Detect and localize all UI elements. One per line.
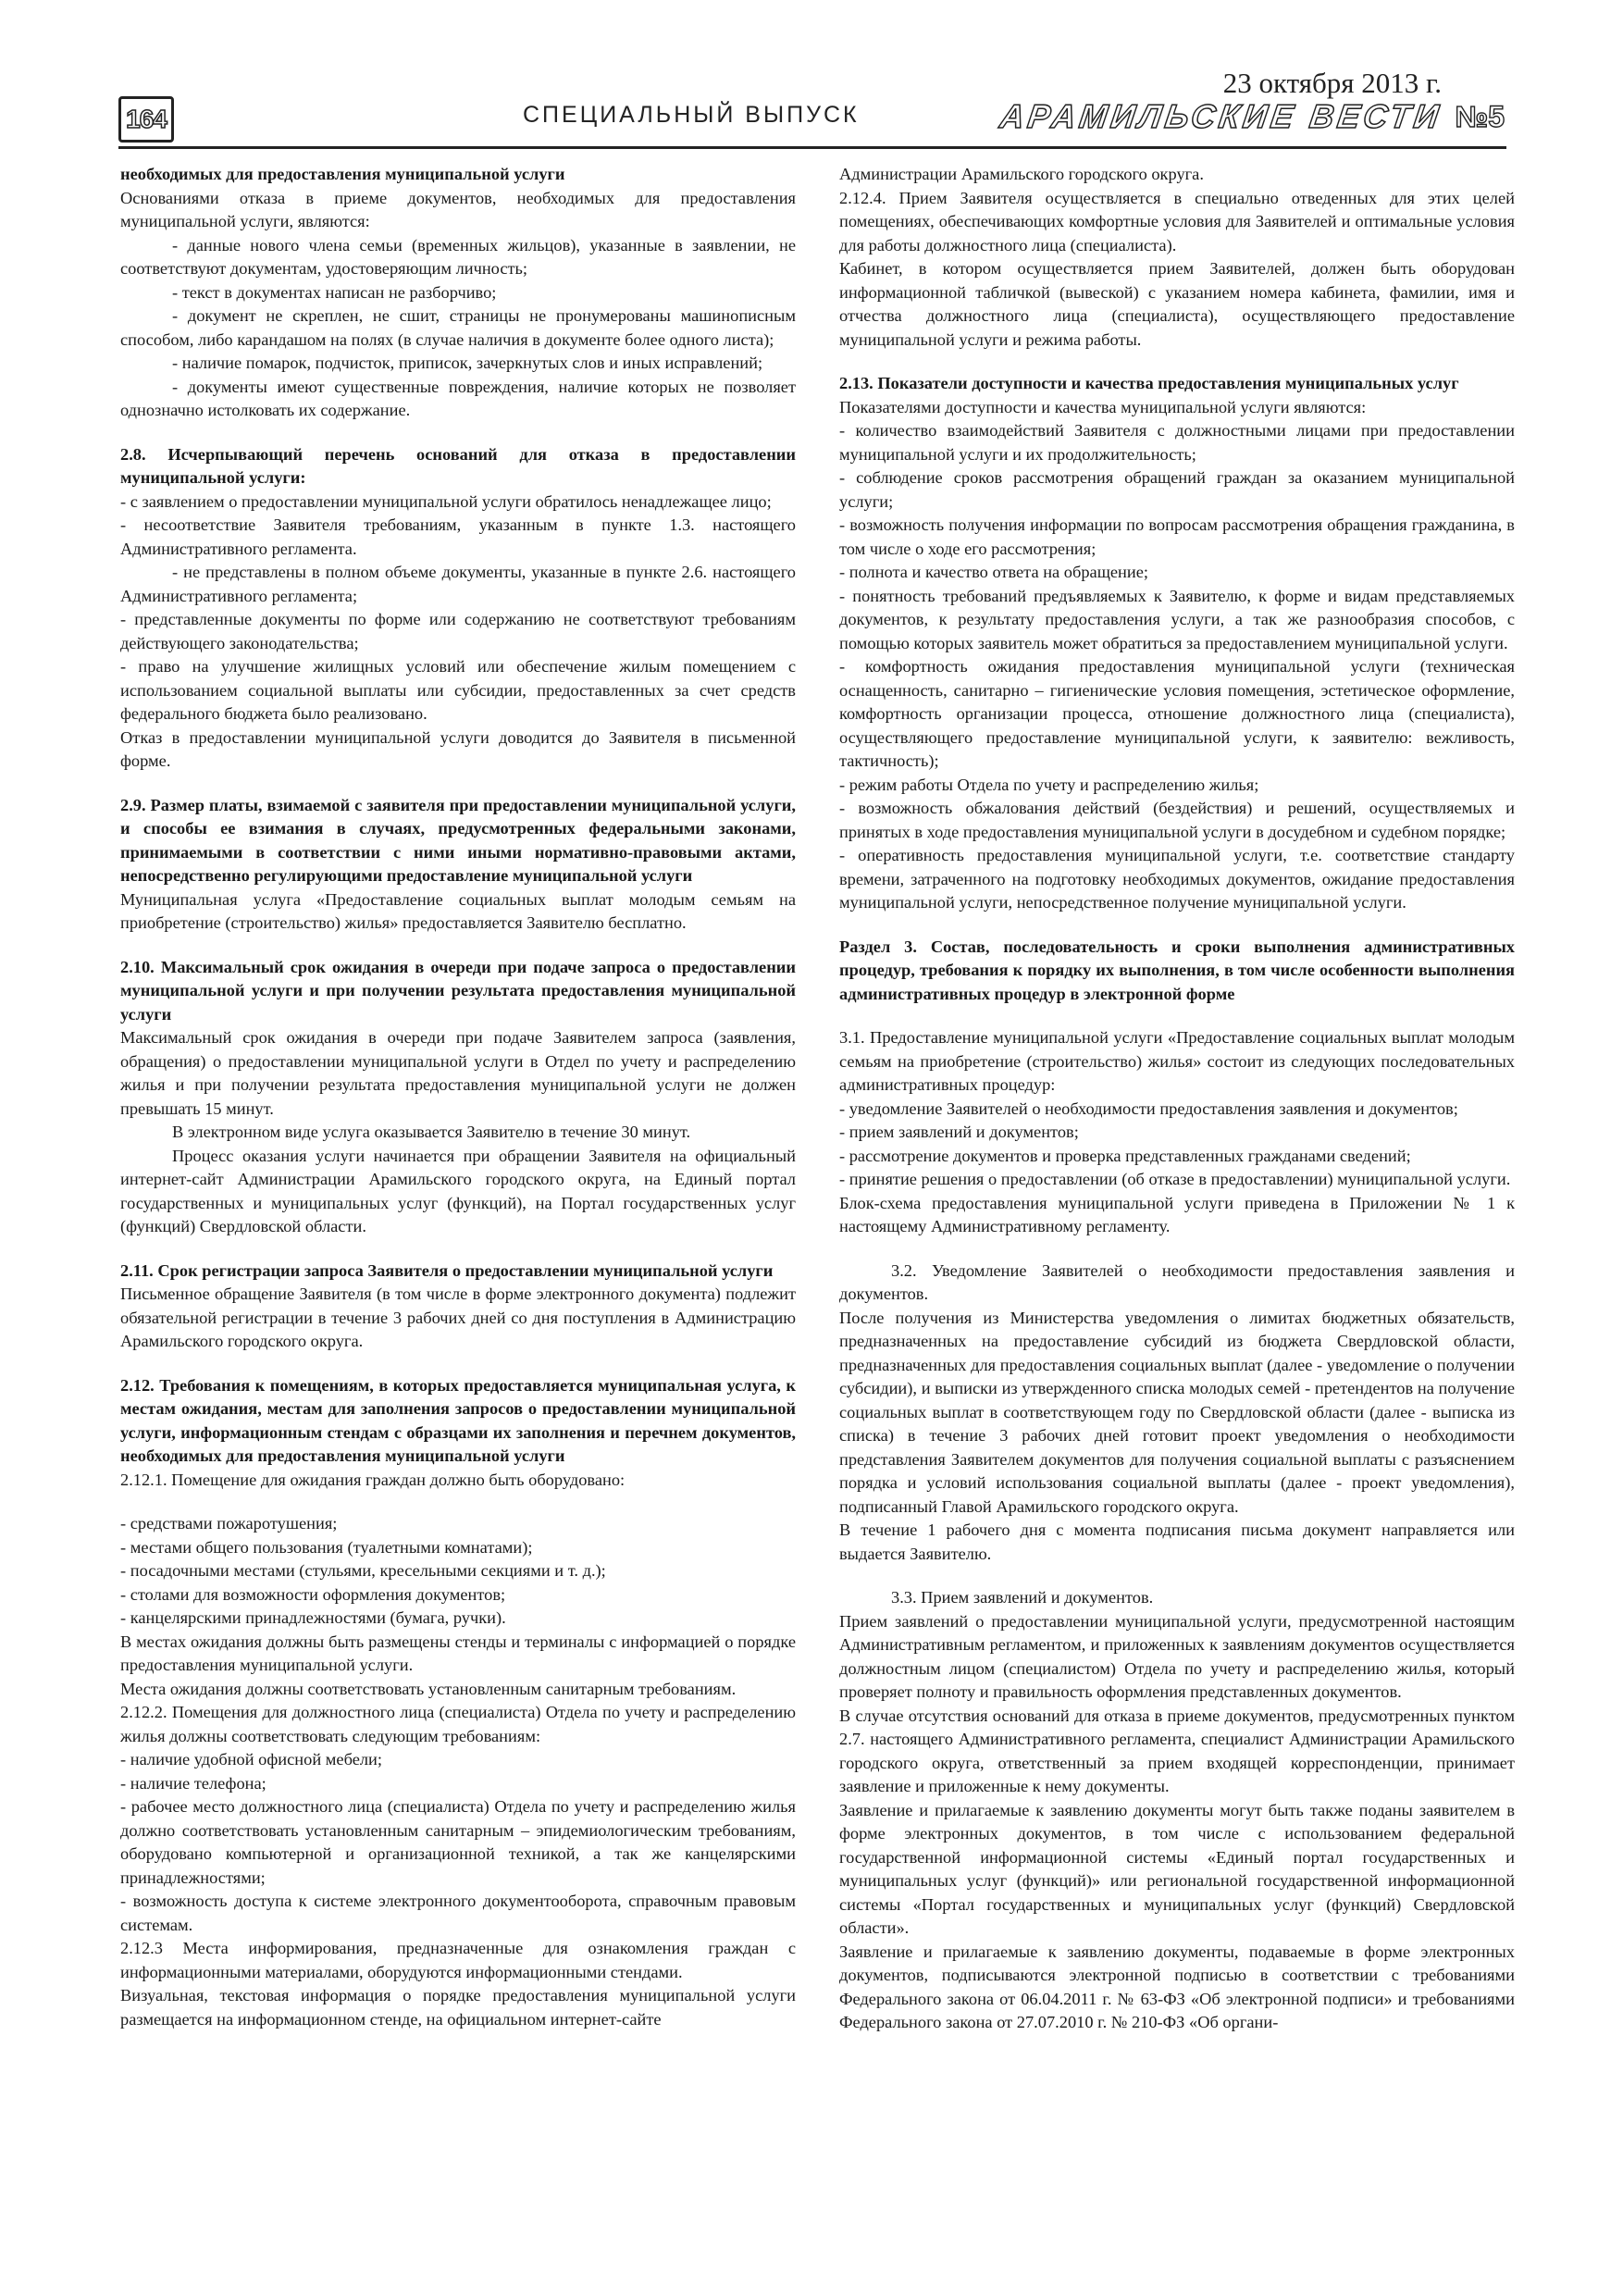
paragraph: Заявление и прилагаемые к заявлению документы, подаваемые в форме электронных документов, подписываются электронной подписью в соответствии с требованиями Федерального закона от 06.04.2011 г. № 63-ФЗ «Об электронной подписи» и требованиями Федерального закона от 27.07.2010 г. № 210-ФЗ «Об органи- [839, 1942, 1515, 2031]
paragraph: - наличие помарок, подчисток, приписок, зачеркнутых слов и иных исправлений; [172, 354, 763, 372]
section-heading: 2.10. Максимальный срок ожидания в очереди при подаче запроса о предоставлении муниципальной услуги и при получении результата предоставления муниципальной услуги [120, 957, 796, 1024]
paragraph: - количество взаимодействий Заявителя с должностными лицами при предоставлении муниципальной услуги и их продолжительность; [839, 421, 1515, 464]
paragraph: После получения из Министерства уведомления о лимитах бюджетных обязательств, предназначенных на предоставление субсидий из бюджета Свердловской области, предназначенных для предоставления социальных выплат (далее - уведомление о получении субсидии), и выписки из утвержденного списка молодых семей - претендентов на получение социальных выплат в соответствующем году по Свердловской области (далее - выписка из списка) в течение 3 рабочих дней готовит проект уведомления о необходимости представления Заявителем документов для получения социальной выплаты с разъяснением порядка и условий использования социальной выплаты (далее - проект уведомления), подписанный Главой Арамильского городского округа. [839, 1308, 1515, 1516]
paragraph: 2.12.1. Помещение для ожидания граждан должно быть оборудовано: [120, 1470, 626, 1489]
paragraph: Письменное обращение Заявителя (в том числе в форме электронного документа) подлежит обязательной регистрации в течение 3 рабочих дней со дня поступления в Администрацию Арамильского городского округа. [120, 1285, 796, 1350]
paragraph-gap [120, 936, 796, 956]
section-heading: 2.9. Размер платы, взимаемой с заявителя при предоставлении муниципальной услуги, и способы ее взимания в случаях, предусмотренных федеральными законами, принимаемыми в соответствии с ними иными нормативно-правовыми актами, непосредственно регулирующими предоставление муниципальной услуги [120, 795, 796, 885]
paragraph-gap [839, 1566, 1515, 1586]
paragraph: - уведомление Заявителей о необходимости предоставления заявления и документов; [839, 1098, 1458, 1118]
paragraph: 2.12.3 Места информирования, предназначенные для ознакомления граждан с информационными материалами, оборудуются информационными стендами. [120, 1939, 796, 1981]
paragraph: Процесс оказания услуги начинается при обращении Заявителя на официальный интернет-сайт Администрации Арамильского городского округа, на Единый портал государственных и муниципальных услуг (функций), на Портал государственных услуг (функций) Свердловской области. [120, 1146, 796, 1235]
paragraph: Прием заявлений о предоставлении муниципальной услуги, предусмотренной настоящим Административным регламентом, и приложенных к заявлениям документов осуществляется должностным лицом (специалистом) Отдела по учету и распределению жилья, который проверяет полноту и правильность оформления представленных документов. [839, 1611, 1515, 1701]
paragraph: - средствами пожаротушения; [120, 1514, 338, 1533]
paragraph: - посадочными местами (стульями, кресельными секциями и т. д.); [120, 1561, 606, 1580]
paragraph: - прием заявлений и документов; [839, 1123, 1079, 1141]
paragraph: - несоответствие Заявителя требованиям, указанным в пункте 1.3. настоящего Административного регламента. [120, 515, 796, 558]
issue-date: 23 октября 2013 г. [1222, 67, 1442, 99]
paragraph-gap [120, 1354, 796, 1374]
paragraph: - местами общего пользования (туалетными комнатами); [120, 1537, 533, 1557]
paragraph: - документ не скреплен, не сшит, страницы не пронумерованы машинописным способом, либо карандашом на полях (в случае наличия в документе более одного листа); [120, 306, 796, 349]
paragraph: Муниципальная услуга «Предоставление социальных выплат молодым семьям на приобретение (строительство) жилья» предоставляется Заявителю бесплатно. [120, 889, 796, 932]
paragraph-gap [839, 352, 1515, 372]
left-column [120, 163, 796, 2031]
section-heading: 2.8. Исчерпывающий перечень оснований для отказа в предоставлении муниципальной услуги: [120, 444, 796, 487]
paragraph: - возможность обжалования действий (бездействия) и решений, осуществляемых и принятых в ходе предоставления муниципальной услуги в досудебном и судебном порядке; [839, 799, 1515, 841]
paragraph: В течение 1 рабочего дня с момента подписания письма документ направляется или выдается Заявителю. [839, 1520, 1515, 1563]
paragraph: 2.12.2. Помещения для должностного лица (специалиста) Отдела по учету и распределению жилья должны соответствовать следующим требованиям: [120, 1703, 796, 1745]
paragraph: Блок-схема предоставления муниципальной услуги приведена в Приложении № 1 к настоящему Административному регламенту. [839, 1193, 1515, 1235]
paragraph: - не представлены в полном объеме документы, указанные в пункте 2.6. настоящего Административного регламента; [120, 563, 796, 605]
paragraph: - возможность доступа к системе электронного документооборота, справочным правовым системам. [120, 1892, 796, 1934]
right-column [839, 163, 1515, 2035]
paragraph: В электронном виде услуга оказывается Заявителю в течение 30 минут. [172, 1123, 691, 1141]
paragraph: - с заявлением о предоставлении муниципальной услуги обратилось ненадлежащее лицо; [120, 491, 772, 511]
paragraph: - принятие решения о предоставлении (об отказе в предоставлении) муниципальной услуги. [839, 1170, 1511, 1188]
paragraph: 3.3. Прием заявлений и документов. [891, 1588, 1154, 1607]
paragraph-gap [839, 1006, 1515, 1026]
paragraph-gap [120, 423, 796, 443]
paragraph: Визуальная, текстовая информация о порядке предоставления муниципальной услуги размещается на информационном стенде, на официальном интернет-сайте [120, 1986, 796, 2029]
paragraph-gap [120, 1239, 796, 1260]
paragraph: - понятность требований предъявляемых к Заявителю, к форме и видам представляемых документов, к результату предоставления услуги, а так же разнообразия способов, с помощью которых заявитель может обратиться за предоставлением муниципальной услуги. [839, 586, 1515, 652]
paragraph: - оперативность предоставления муниципальной услуги, т.е. соответствие стандарту времени, затраченного на подготовку необходимых документов, ожидание предоставления муниципальной услуги, непосредственное получение муниципальной услуги. [839, 846, 1515, 912]
newspaper-title: АРАМИЛЬСКИЕ ВЕСТИ [997, 97, 1444, 135]
paragraph: Места ожидания должны соответствовать установленным санитарным требованиям. [120, 1679, 737, 1698]
paragraph: - возможность получения информации по вопросам рассмотрения обращения гражданина, в том числе о ходе его рассмотрения; [839, 515, 1515, 558]
paragraph: В местах ожидания должны быть размещены стенды и терминалы с информацией о порядке предоставления муниципальной услуги. [120, 1632, 796, 1674]
paragraph: Показателями доступности и качества муниципальной услуги являются: [839, 397, 1367, 416]
header-rule [118, 146, 1506, 149]
paragraph: Отказ в предоставлении муниципальной услуги доводится до Заявителя в письменной форме. [120, 727, 796, 770]
paragraph: В случае отсутствия оснований для отказа в приеме документов, предусмотренных пунктом 2.7. настоящего Административного регламента, специалист Администрации Арамильского городского округа, ответственный за прием входящей корреспонденции, принимает заявление и приложенные к нему документы. [839, 1706, 1515, 1795]
page-number-badge: 164 [118, 96, 174, 143]
paragraph: Максимальный срок ожидания в очереди при подаче Заявителем запроса (заявления, обращения) о предоставлении муниципальной услуги в Отдел по учету и распределению жилья и при получении результата предоставления муниципальной услуги не должен превышать 15 минут. [120, 1028, 796, 1118]
paragraph-gap [839, 915, 1515, 936]
section-heading: 2.12. Требования к помещениям, в которых предоставляется муниципальная услуга, к местам ожидания, местам для заполнения запросов о предоставлении муниципальной услуги, информационным стендам с образцами их заполнения и перечнем документов, необходимых для предоставления муниципальной услуги [120, 1375, 796, 1465]
paragraph-gap [839, 1239, 1515, 1260]
paragraph: Кабинет, в котором осуществляется прием Заявителей, должен быть оборудован информационной табличкой (вывеской) с указанием номера кабинета, фамилии, имя и отчества должностного лица (специалиста), осуществляющего предоставление муниципальной услуги и режима работы. [839, 259, 1515, 349]
paragraph: - наличие телефона; [120, 1773, 266, 1793]
paragraph: Заявление и прилагаемые к заявлению документы могут быть также поданы заявителем в форме электронных документов, в том числе с использованием федеральной государственной информационной системы «Единый портал государственных и муниципальных услуг (функций)» или региональной государственной информационной системы «Портал государственных и муниципальных услуг (функций) Свердловской области». [839, 1800, 1515, 1937]
paragraph: Администрации Арамильского городского округа. [839, 165, 1204, 183]
paragraph: - данные нового члена семьи (временных жильцов), указанные в заявлении, не соответствуют документам, удостоверяющим личность; [120, 235, 796, 278]
paragraph: - канцелярскими принадлежностями (бумага, ручки). [120, 1608, 506, 1627]
paragraph: - полнота и качество ответа на обращение; [839, 563, 1148, 581]
paragraph: Основаниями отказа в приеме документов, необходимых для предоставления муниципальной услуги, являются: [120, 188, 796, 230]
paragraph-gap [120, 774, 796, 794]
paragraph: - столами для возможности оформления документов; [120, 1584, 506, 1604]
paragraph: - режим работы Отдела по учету и распределению жилья; [839, 775, 1259, 794]
paragraph: - право на улучшение жилищных условий или обеспечение жилым помещением с использованием социальной выплаты или субсидии, предоставленных за счет средств федерального бюджета было реализовано. [120, 657, 796, 723]
section-heading: необходимых для предоставления муниципальной услуги [120, 165, 565, 183]
section-heading: 2.11. Срок регистрации запроса Заявителя о предоставлении муниципальной услуги [120, 1260, 774, 1280]
section-heading: 2.13. Показатели доступности и качества предоставления муниципальных услуг [839, 374, 1459, 392]
paragraph: 2.12.4. Прием Заявителя осуществляется в специально отведенных для этих целей помещениях, обеспечивающих комфортные условия для Заявителей и оптимальные условия для работы должностного лица (специалиста). [839, 188, 1515, 254]
paragraph-gap [120, 1492, 796, 1512]
paragraph: - комфортность ожидания предоставления муниципальной услуги (техническая оснащенность, санитарно – гигиенические условия помещения, эстетическое оформление, комфортность организации процесса, отношение должностного лица (специалиста), осуществляющего предоставление муниципальной услуги, к заявителю: вежливость, тактичность); [839, 657, 1515, 770]
paragraph: 3.2. Уведомление Заявителей о необходимости предоставления заявления и документов. [839, 1260, 1515, 1303]
section-heading: Раздел 3. Состав, последовательность и сроки выполнения административных процедур, требования к порядку их выполнения, в том числе особенности выполнения административных процедур в электронной форме [839, 937, 1515, 1003]
paragraph: - рассмотрение документов и проверка представленных гражданами сведений; [839, 1146, 1411, 1165]
page-header [0, 0, 1623, 157]
paragraph: - документы имеют существенные повреждения, наличие которых не позволяет однозначно истолковать их содержание. [120, 377, 796, 419]
paragraph: - рабочее место должностного лица (специалиста) Отдела по учету и распределению жилья должно соответствовать установленным санитарным – эпидемиологическим требованиям, оборудовано компьютерной и организационной техникой, а так же канцелярскими принадлежностями; [120, 1797, 796, 1887]
issue-number: №5 [1455, 100, 1505, 133]
paragraph: - соблюдение сроков рассмотрения обращений граждан за оказанием муниципальной услуги; [839, 468, 1515, 511]
paragraph: - представленные документы по форме или содержанию не соответствуют требованиям действующего законодательства; [120, 610, 796, 652]
paragraph: 3.1. Предоставление муниципальной услуги «Предоставление социальных выплат молодым семьям на приобретение (строительство) жилья» состоит из следующих последовательных административных процедур: [839, 1028, 1515, 1094]
paragraph: - наличие удобной офисной мебели; [120, 1750, 382, 1769]
paragraph: - текст в документах написан не разборчиво; [172, 282, 497, 302]
section-title: СПЕЦИАЛЬНЫЙ ВЫПУСК [523, 102, 860, 128]
